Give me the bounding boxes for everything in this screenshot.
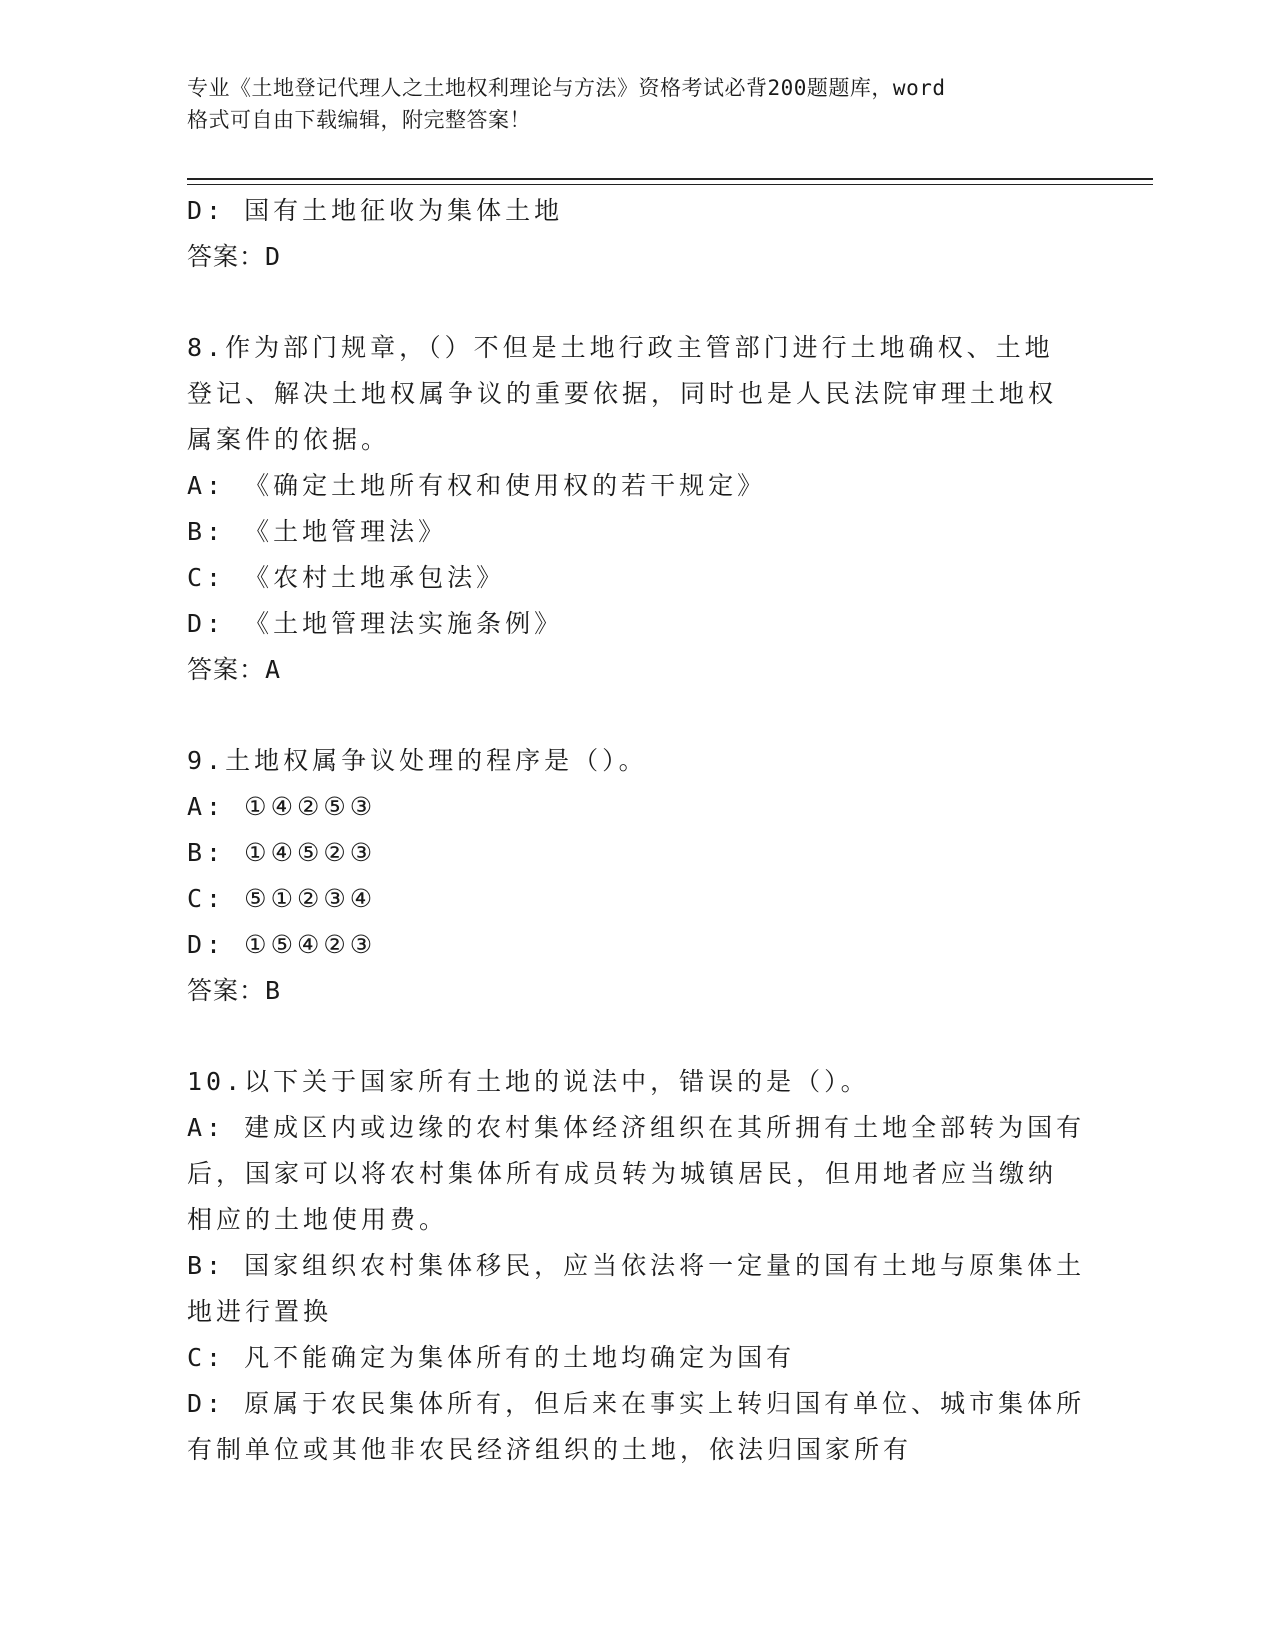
option-line: C: 凡不能确定为集体所有的土地均确定为国有 [187, 1343, 796, 1372]
option-line: B: ①④⑤②③ [187, 838, 377, 867]
option-line: B: 《土地管理法》 [187, 517, 448, 546]
option-line: B: 国家组织农村集体移民，应当依法将一定量的国有土地与原集体土 [187, 1251, 1086, 1280]
answer-line: 答案：D [187, 242, 282, 271]
option-line: D: 国有土地征收为集体土地 [187, 196, 564, 225]
header-rule [187, 184, 1153, 185]
option-line: A: 建成区内或边缘的农村集体经济组织在其所拥有土地全部转为国有 [187, 1113, 1086, 1142]
option-line: 有制单位或其他非农民经济组织的土地，依法归国家所有 [187, 1435, 913, 1464]
option-line: A: ①④②⑤③ [187, 792, 377, 821]
spacer [187, 693, 1087, 738]
question-stem: 10.以下关于国家所有土地的说法中，错误的是（）。 [187, 1067, 870, 1096]
spacer [187, 280, 1087, 325]
header-rule [187, 178, 1153, 180]
header-line: 专业《土地登记代理人之土地权利理论与方法》资格考试必背200题题库，word [187, 76, 946, 100]
option-line: C: ⑤①②③④ [187, 884, 377, 913]
option-line: 后，国家可以将农村集体所有成员转为城镇居民，但用地者应当缴纳 [187, 1159, 1058, 1188]
question-stem: 8.作为部门规章，（）不但是土地行政主管部门进行土地确权、土地 [187, 333, 1054, 362]
option-line: D: 原属于农民集体所有，但后来在事实上转归国有单位、城市集体所 [187, 1389, 1086, 1418]
option-line: D: 《土地管理法实施条例》 [187, 609, 564, 638]
header-line: 格式可自由下载编辑，附完整答案！ [187, 108, 531, 132]
option-line: 地进行置换 [187, 1297, 333, 1326]
question-stem: 属案件的依据。 [187, 425, 391, 454]
option-line: 相应的土地使用费。 [187, 1205, 449, 1234]
spacer [187, 1014, 1087, 1059]
option-line: A: 《确定土地所有权和使用权的若干规定》 [187, 471, 767, 500]
document-body [187, 188, 1087, 1473]
option-line: D: ①⑤④②③ [187, 930, 377, 959]
option-line: C: 《农村土地承包法》 [187, 563, 506, 592]
question-stem: 登记、解决土地权属争议的重要依据，同时也是人民法院审理土地权 [187, 379, 1058, 408]
question-10 [187, 1059, 1087, 1473]
question-9 [187, 738, 1087, 1014]
answer-line: 答案：B [187, 976, 282, 1005]
question-8 [187, 325, 1087, 693]
answer-line: 答案：A [187, 655, 282, 684]
question-stem: 9.土地权属争议处理的程序是（）。 [187, 746, 648, 775]
document-header [187, 72, 1067, 136]
